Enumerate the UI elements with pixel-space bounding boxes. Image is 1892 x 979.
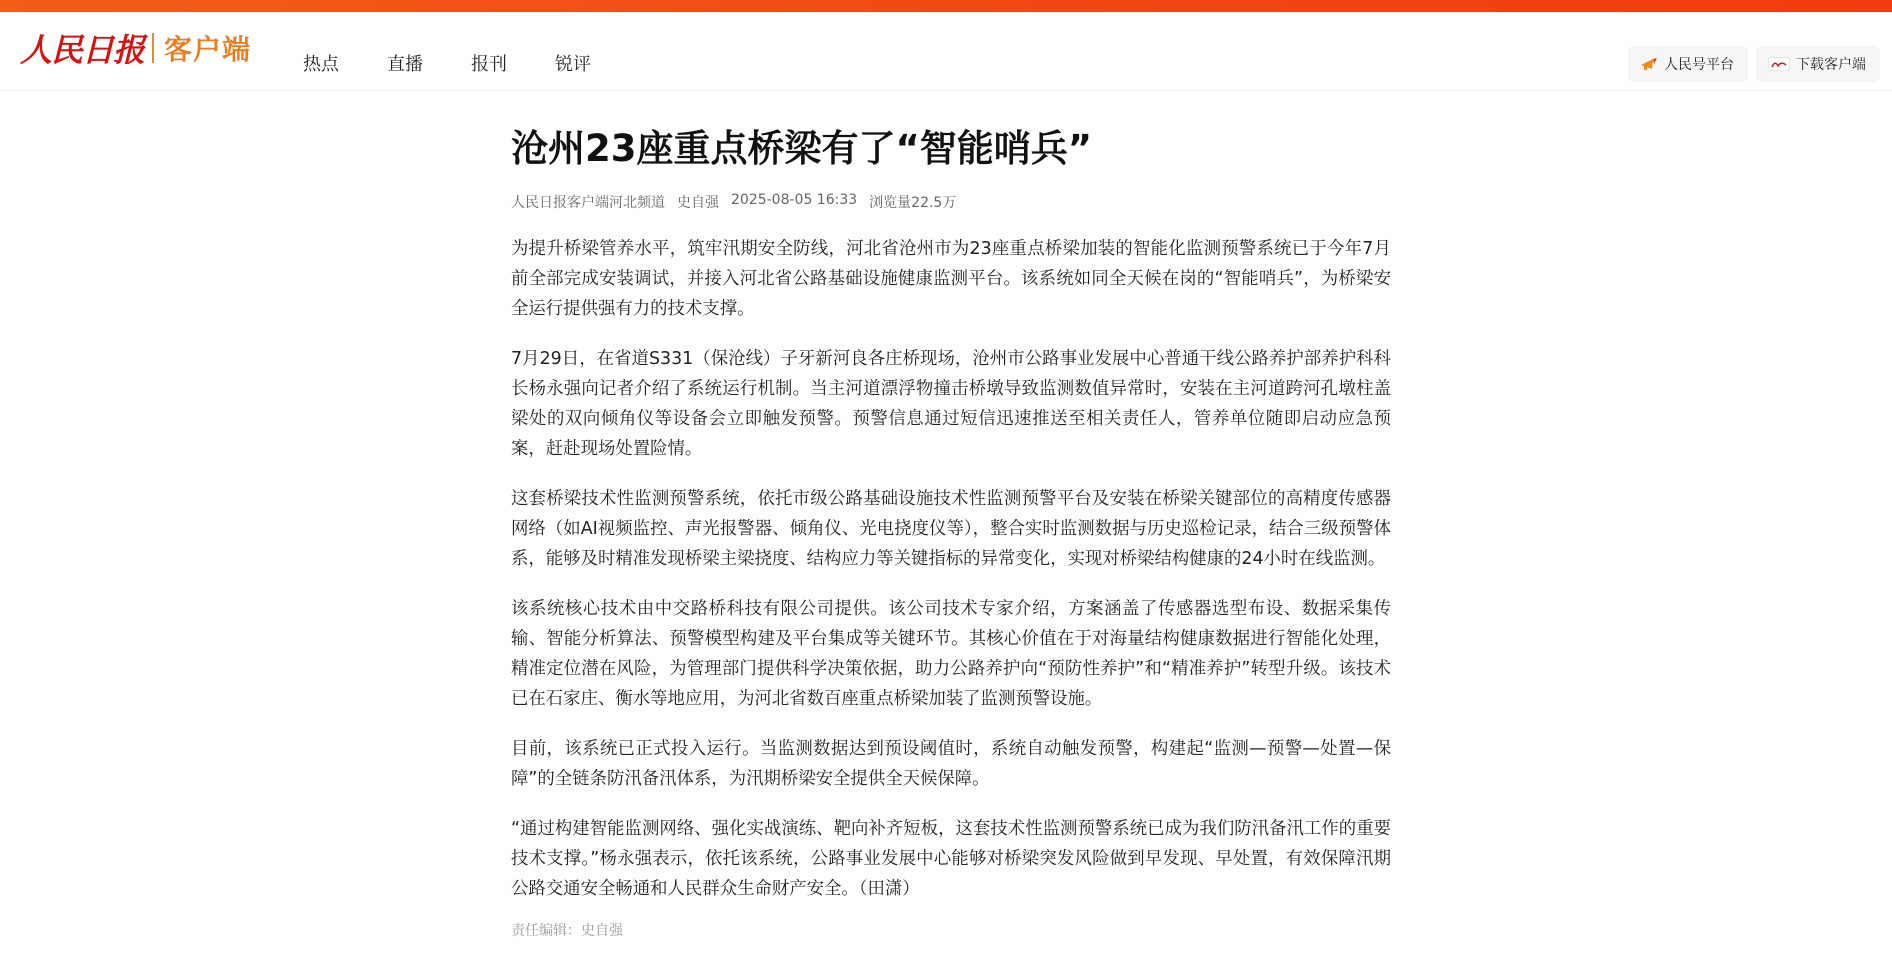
site-logo[interactable] — [20, 28, 251, 68]
article-meta — [511, 192, 1391, 212]
header-actions — [1628, 46, 1880, 82]
site-header — [0, 12, 1892, 91]
article-time: 2025-08-05 16:33 — [731, 192, 858, 208]
article-author: 史自强 — [677, 195, 719, 211]
nav-item-commentary[interactable]: 锐评 — [555, 54, 591, 75]
responsible-editor: 责任编辑：史自强 — [511, 923, 623, 939]
article-paragraph: 这套桥梁技术性监测预警系统，依托市级公路基础设施技术性监测预警平台及安装在桥梁关键部位的高精度传感器网络（如AI视频监控、声光报警器、倾角仪、光电挠度仪等），整合实时监测数据与历史巡检记录，结合三级预警体系，能够及时精准发现桥梁主梁挠度、结构应力等关键指标的异常变化，实现对桥梁结构健康的24小时在线监测。 — [511, 489, 1391, 569]
article-views: 浏览量22.5万 — [869, 195, 957, 211]
logo-client-text: 客户端 — [164, 33, 252, 66]
article — [511, 126, 1391, 940]
article-title: 沧州23座重点桥梁有了“智能哨兵” — [511, 127, 1093, 170]
nav-item-hot[interactable]: 热点 — [303, 54, 339, 75]
download-client-label: 下载客户端 — [1796, 57, 1866, 73]
article-body — [511, 234, 1391, 904]
download-client-button[interactable] — [1756, 46, 1880, 82]
article-paragraph: 为提升桥梁管养水平，筑牢汛期安全防线，河北省沧州市为23座重点桥梁加装的智能化监测预警系统已于今年7月前全部完成安装调试，并接入河北省公路基础设施健康监测平台。该系统如同全天候在岗的“智能哨兵”，为桥梁安全运行提供强有力的技术支撑。 — [511, 239, 1391, 319]
logo-divider — [152, 33, 154, 63]
article-paragraph: 该系统核心技术由中交路桥科技有限公司提供。该公司技术专家介绍，方案涵盖了传感器选型布设、数据采集传输、智能分析算法、预警模型构建及平台集成等关键环节。其核心价值在于对海量结构健康数据进行智能化处理，精准定位潜在风险，为管理部门提供科学决策依据，助力公路养护向“预防性养护”和“精准养护”转型升级。该技术已在石家庄、衡水等地应用，为河北省数百座重点桥梁加装了监测预警设施。 — [511, 599, 1391, 709]
megaphone-icon — [1640, 57, 1658, 71]
article-paragraph: “通过构建智能监测网络、强化实战演练、靶向补齐短板，这套技术性监测预警系统已成为我们防汛备汛工作的重要技术支撑。”杨永强表示，依托该系统，公路事业发展中心能够对桥梁突发风险做到早发现、早处置，有效保障汛期公路交通安全畅通和人民群众生命财产安全。（田潇） — [511, 819, 1391, 899]
top-accent-bar — [0, 0, 1892, 12]
app-logo-icon — [1768, 57, 1790, 71]
article-source: 人民日报客户端河北频道 — [511, 195, 665, 211]
nav-item-live[interactable]: 直播 — [387, 54, 423, 75]
people-platform-label: 人民号平台 — [1664, 57, 1734, 73]
article-paragraph: 7月29日，在省道S331（保沧线）子牙新河良各庄桥现场，沧州市公路事业发展中心普通干线公路养护部养护科科长杨永强向记者介绍了系统运行机制。当主河道漂浮物撞击桥墩导致监测数值异常时，安装在主河道跨河孔墩柱盖梁处的双向倾角仪等设备会立即触发预警。预警信息通过短信迅速推送至相关责任人，管养单位随即启动应急预案，赶赴现场处置险情。 — [511, 349, 1391, 459]
nav-item-newspaper[interactable]: 报刊 — [471, 54, 507, 75]
article-paragraph: 目前，该系统已正式投入运行。当监测数据达到预设阈值时，系统自动触发预警，构建起“监测—预警—处置—保障”的全链条防汛备汛体系，为汛期桥梁安全提供全天候保障。 — [511, 739, 1391, 789]
main-nav — [303, 50, 639, 76]
people-platform-button[interactable] — [1628, 46, 1748, 82]
logo-mark: 人民日报 — [20, 31, 145, 69]
